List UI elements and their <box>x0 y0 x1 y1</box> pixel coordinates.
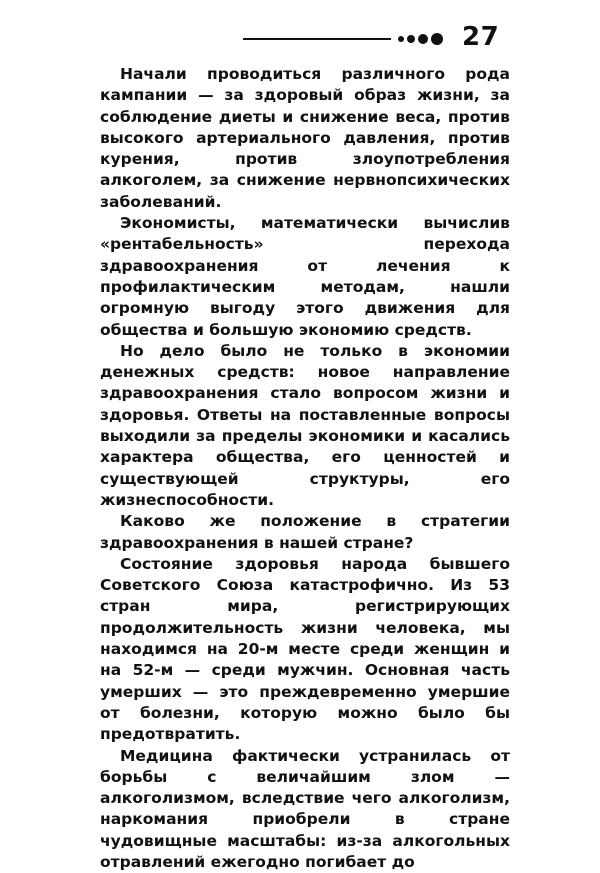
paragraph: Медицина фактически устранилась от борьбы с величайшим злом — алкоголизмом, вследствие чего алкоголизм, наркомания приобрели в стране чудовищные масштабы: из-за алкогольных отравлений ежегодно погибает до <box>100 746 510 873</box>
header-rule <box>243 38 391 40</box>
paragraph: Но дело было не только в экономии денежных средств: новое направление здравоохранения стало вопросом жизни и здоровья. Ответы на поставленные вопросы выходили за пределы экономики и касались характера общества, его ценностей и существующей структуры, его жизнеспособности. <box>100 341 510 511</box>
paragraph: Каково же положение в стратегии здравоохранения в нашей стране? <box>100 511 510 554</box>
header-dots-ornament <box>398 33 443 45</box>
ornament-dot <box>418 34 428 44</box>
paragraph: Начали проводиться различного рода кампании — за здоровый образ жизни, за соблюдение диеты и снижение веса, против высокого артериального давления, против курения, против злоупотребления алкоголем, за снижение нервнопсихических заболеваний. <box>100 64 510 213</box>
body-text <box>100 64 510 873</box>
page-number: 27 <box>462 19 499 55</box>
ornament-dot <box>398 36 404 42</box>
ornament-dot <box>431 33 443 45</box>
paragraph: Экономисты, математически вычислив «рентабельность» перехода здравоохранения от лечения к профилактическим методам, нашли огромную выгоду этого движения для общества и большую экономию средств. <box>100 213 510 341</box>
ornament-dot <box>407 35 415 43</box>
paragraph: Состояние здоровья народа бывшего Советского Союза катастрофично. Из 53 стран мира, регистрирующих продолжительность жизни человека, мы находимся на 20-м месте среди женщин и на 52-м — среди мужчин. Основная часть умерших — это преждевременно умершие от болезни, которую можно было бы предотвратить. <box>100 554 510 746</box>
